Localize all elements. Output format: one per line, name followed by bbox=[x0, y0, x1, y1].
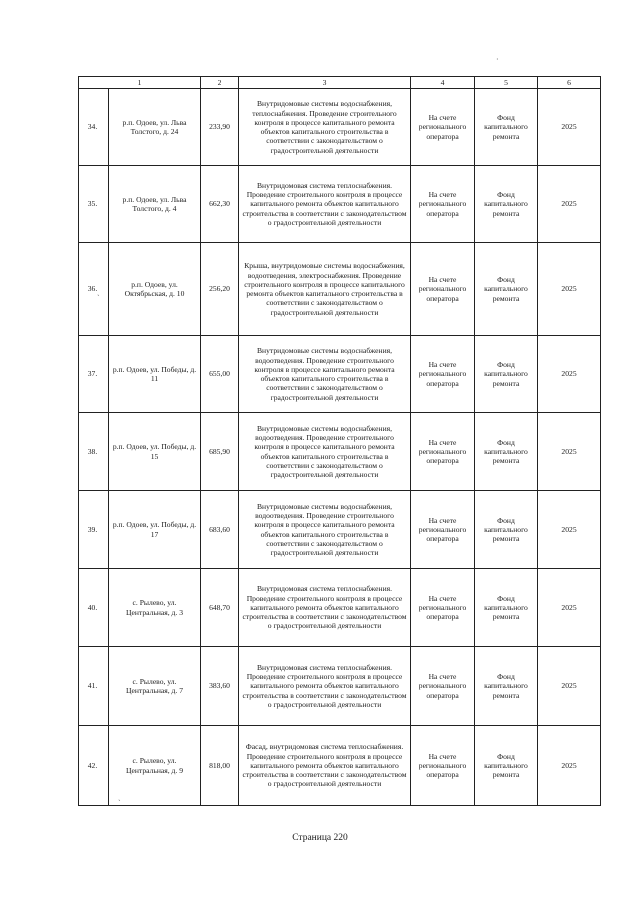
table-row bbox=[79, 491, 601, 569]
funding-source-cell: Фонд капитального ремонта bbox=[475, 491, 538, 569]
row-number: 35. bbox=[79, 166, 109, 243]
works-cell: Крыша, внутридомовые системы водоснабжения, водоотведения, электроснабжения. Проведение строительного контроля в процессе капитального ремонта объектов капитального строительства в соответствии с законодательством о градостроительной деятельности bbox=[239, 243, 411, 336]
year-cell: 2025 bbox=[538, 413, 601, 491]
year-cell: 2025 bbox=[538, 243, 601, 336]
year-cell: 2025 bbox=[538, 569, 601, 647]
table-body bbox=[79, 89, 601, 806]
header-col-2: 2 bbox=[201, 77, 239, 89]
account-cell: На счете регионального оператора bbox=[411, 491, 475, 569]
repair-program-table bbox=[78, 76, 601, 806]
address-cell: р.п. Одоев, ул. Льва Толстого, д. 4 bbox=[109, 166, 201, 243]
year-cell: 2025 bbox=[538, 491, 601, 569]
area-cell: 683,60 bbox=[201, 491, 239, 569]
table-row bbox=[79, 726, 601, 806]
area-cell: 233,90 bbox=[201, 89, 239, 166]
address-cell: р.п. Одоев, ул. Победы, д. 17 bbox=[109, 491, 201, 569]
funding-source-cell: Фонд капитального ремонта bbox=[475, 336, 538, 413]
area-cell: 818,00 bbox=[201, 726, 239, 806]
table-row bbox=[79, 569, 601, 647]
year-cell: 2025 bbox=[538, 89, 601, 166]
row-number: 34. bbox=[79, 89, 109, 166]
works-cell: Внутридомовые системы водоснабжения, теплоснабжения. Проведение строительного контроля в процессе капитального ремонта объектов капитального строительства в соответствии с законодательством о градостроительной деятельности bbox=[239, 89, 411, 166]
header-col-1: 1 bbox=[79, 77, 201, 89]
account-cell: На счете регионального оператора bbox=[411, 166, 475, 243]
page-number: Страница 220 bbox=[292, 833, 348, 843]
funding-source-cell: Фонд капитального ремонта bbox=[475, 89, 538, 166]
row-number: 36. bbox=[79, 243, 109, 336]
table-row bbox=[79, 413, 601, 491]
area-cell: 383,60 bbox=[201, 647, 239, 726]
header-col-5: 5 bbox=[475, 77, 538, 89]
account-cell: На счете регионального оператора bbox=[411, 413, 475, 491]
works-cell: Внутридомовая система теплоснабжения. Проведение строительного контроля в процессе капитального ремонта объектов капитального строительства в соответствии с законодательством о градостроительной деятельности bbox=[239, 569, 411, 647]
year-cell: 2025 bbox=[538, 166, 601, 243]
year-cell: 2025 bbox=[538, 336, 601, 413]
works-cell: Внутридомовая система теплоснабжения. Проведение строительного контроля в процессе капитального ремонта объектов капитального строительства в соответствии с законодательством о градостроительной деятельности bbox=[239, 647, 411, 726]
works-cell: Внутридомовые системы водоснабжения, водоотведения. Проведение строительного контроля в процессе капитального ремонта объектов капитального строительства в соответствии с законодательством о градостроительной деятельности bbox=[239, 491, 411, 569]
header-col-4: 4 bbox=[411, 77, 475, 89]
address-cell: р.п. Одоев, ул. Льва Толстого, д. 24 bbox=[109, 89, 201, 166]
account-cell: На счете регионального оператора bbox=[411, 726, 475, 806]
table-row bbox=[79, 166, 601, 243]
works-cell: Внутридомовая система теплоснабжения. Проведение строительного контроля в процессе капитального ремонта объектов капитального строительства в соответствии с законодательством о градостроительной деятельности bbox=[239, 166, 411, 243]
table-row bbox=[79, 243, 601, 336]
account-cell: На счете регионального оператора bbox=[411, 89, 475, 166]
address-cell: с. Рылево, ул. Центральная, д. 3 bbox=[109, 569, 201, 647]
funding-source-cell: Фонд капитального ремонта bbox=[475, 166, 538, 243]
address-cell: р.п. Одоев, ул. Октябрьская, д. 10 bbox=[109, 243, 201, 336]
row-number: 37. bbox=[79, 336, 109, 413]
area-cell: 662,30 bbox=[201, 166, 239, 243]
area-cell: 648,70 bbox=[201, 569, 239, 647]
row-number: 39. bbox=[79, 491, 109, 569]
funding-source-cell: Фонд капитального ремонта bbox=[475, 569, 538, 647]
address-cell: с. Рылево, ул. Центральная, д. 7 bbox=[109, 647, 201, 726]
address-cell: р.п. Одоев, ул. Победы, д. 15 bbox=[109, 413, 201, 491]
scan-speck: ˎ bbox=[118, 792, 121, 801]
account-cell: На счете регионального оператора bbox=[411, 243, 475, 336]
row-number: 42. bbox=[79, 726, 109, 806]
funding-source-cell: Фонд капитального ремонта bbox=[475, 243, 538, 336]
works-cell: Фасад, внутридомовая система теплоснабжения. Проведение строительного контроля в процессе капитального ремонта объектов капитального строительства в соответствии с законодательством о градостроительной деятельности bbox=[239, 726, 411, 806]
account-cell: На счете регионального оператора bbox=[411, 569, 475, 647]
header-col-3: 3 bbox=[239, 77, 411, 89]
header-row bbox=[79, 77, 601, 89]
funding-source-cell: Фонд капитального ремонта bbox=[475, 726, 538, 806]
table-row bbox=[79, 647, 601, 726]
area-cell: 256,20 bbox=[201, 243, 239, 336]
funding-source-cell: Фонд капитального ремонта bbox=[475, 413, 538, 491]
table-row bbox=[79, 89, 601, 166]
account-cell: На счете регионального оператора bbox=[411, 336, 475, 413]
row-number: 40. bbox=[79, 569, 109, 647]
works-cell: Внутридомовые системы водоснабжения, водоотведения. Проведение строительного контроля в процессе капитального ремонта объектов капитального строительства в соответствии с законодательством о градостроительной деятельности bbox=[239, 413, 411, 491]
address-cell: с. Рылево, ул. Центральная, д. 9 bbox=[109, 726, 201, 806]
scan-speck: ˎ bbox=[97, 287, 100, 296]
header-col-6: 6 bbox=[538, 77, 601, 89]
year-cell: 2025 bbox=[538, 726, 601, 806]
works-cell: Внутридомовые системы водоснабжения, водоотведения. Проведение строительного контроля в процессе капитального ремонта объектов капитального строительства в соответствии с законодательством о градостроительной деятельности bbox=[239, 336, 411, 413]
funding-source-cell: Фонд капитального ремонта bbox=[475, 647, 538, 726]
year-cell: 2025 bbox=[538, 647, 601, 726]
row-number: 38. bbox=[79, 413, 109, 491]
table-row bbox=[79, 336, 601, 413]
area-cell: 655,00 bbox=[201, 336, 239, 413]
row-number: 41. bbox=[79, 647, 109, 726]
scan-speck: · bbox=[496, 55, 499, 64]
area-cell: 685,90 bbox=[201, 413, 239, 491]
address-cell: р.п. Одоев, ул. Победы, д. 11 bbox=[109, 336, 201, 413]
account-cell: На счете регионального оператора bbox=[411, 647, 475, 726]
